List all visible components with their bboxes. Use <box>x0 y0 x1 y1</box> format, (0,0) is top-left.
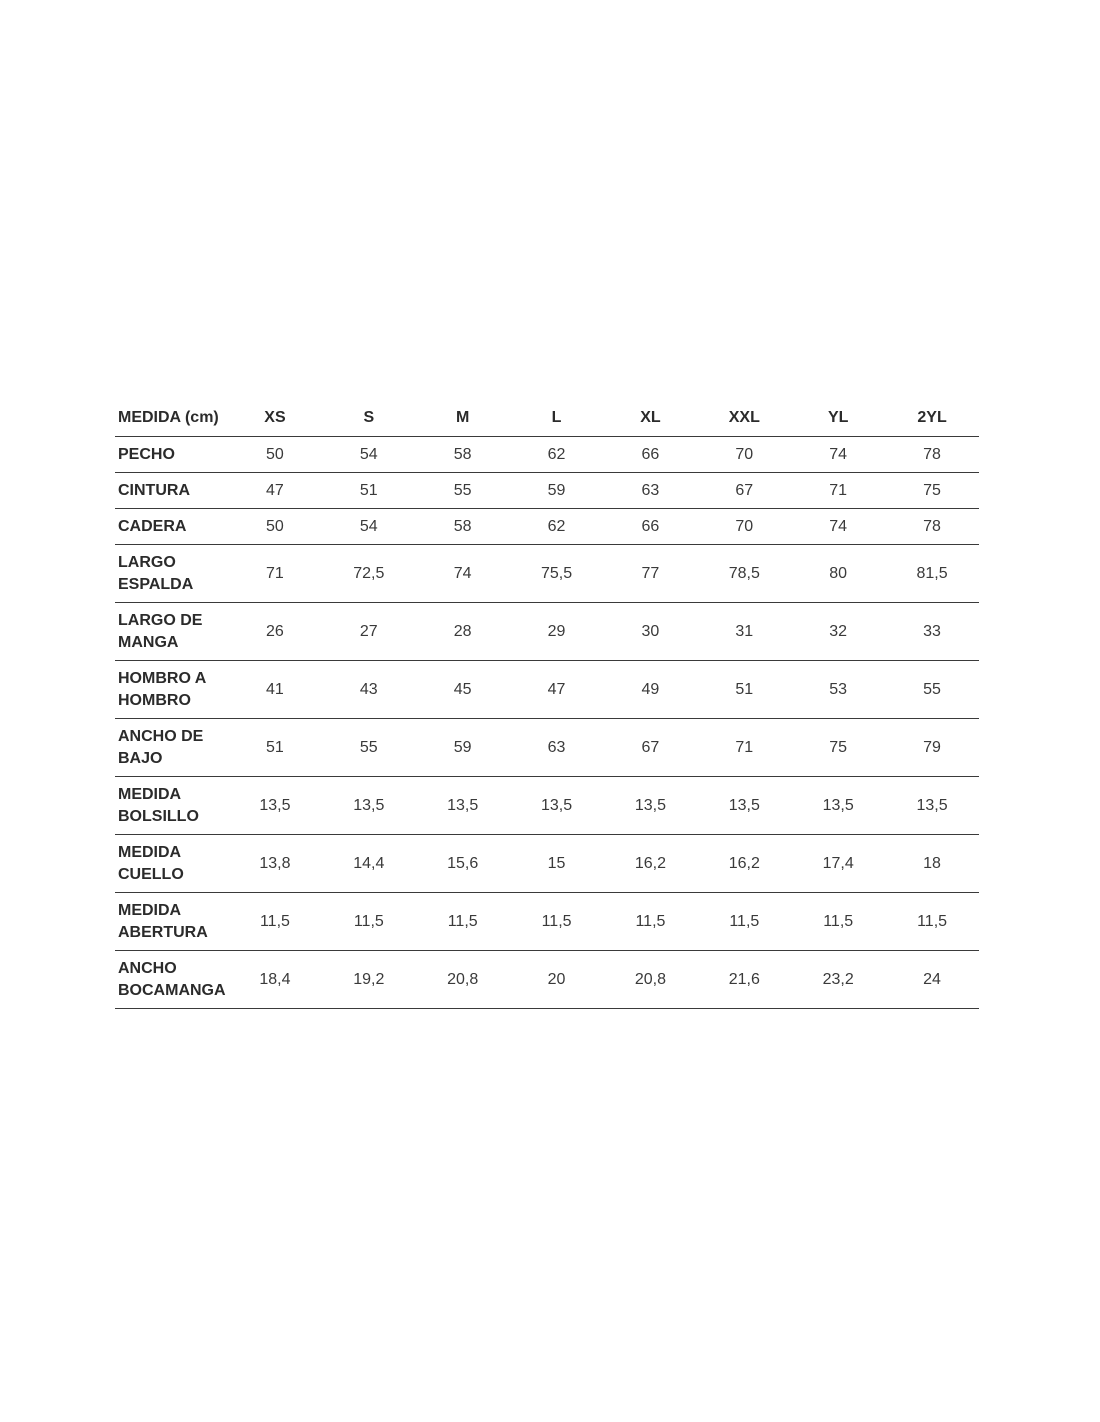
table-cell: 19,2 <box>353 970 385 988</box>
table-cell: 16,2 <box>634 854 666 872</box>
row-label: HOMBRO A HOMBRO <box>118 669 207 709</box>
table-cell: 49 <box>641 680 660 698</box>
row-label: MEDIDA ABERTURA <box>118 901 208 941</box>
table-row <box>115 661 979 719</box>
table-cell: 45 <box>453 680 472 698</box>
table-cell: 81,5 <box>916 564 948 582</box>
table-cell: 13,5 <box>822 796 854 814</box>
table-cell: 15,6 <box>447 854 479 872</box>
table-cell: 20 <box>547 970 566 988</box>
table-cell: 33 <box>923 622 941 640</box>
size-chart-table <box>115 400 979 1009</box>
table-cell: 24 <box>923 970 941 988</box>
table-cell: 74 <box>829 517 848 535</box>
table-cell: 32 <box>829 622 848 640</box>
table-cell: 51 <box>266 738 284 756</box>
size-header-yl: YL <box>791 400 885 437</box>
size-header-m: M <box>416 400 510 437</box>
table-cell: 11,5 <box>259 912 290 930</box>
table-cell: 50 <box>266 517 284 535</box>
table-cell: 13,8 <box>259 854 291 872</box>
table-cell: 78 <box>923 517 941 535</box>
table-cell: 47 <box>547 680 566 698</box>
table-cell: 62 <box>547 445 566 463</box>
table-cell: 13,5 <box>259 796 291 814</box>
row-label: MEDIDA CUELLO <box>118 843 184 883</box>
table-cell: 63 <box>641 481 660 499</box>
table-cell: 79 <box>923 738 941 756</box>
row-label: MEDIDA BOLSILLO <box>118 785 199 825</box>
table-cell: 59 <box>547 481 566 499</box>
table-cell: 75 <box>923 481 941 499</box>
table-cell: 59 <box>453 738 472 756</box>
row-label: ANCHO BOCAMANGA <box>118 959 226 999</box>
table-cell: 13,5 <box>728 796 760 814</box>
header-row <box>115 400 979 437</box>
size-header-xs: XS <box>228 400 322 437</box>
row-label: LARGO ESPALDA <box>118 553 194 593</box>
table-cell: 11,5 <box>541 912 572 930</box>
table-cell: 28 <box>453 622 472 640</box>
table-cell: 43 <box>359 680 378 698</box>
table-row <box>115 719 979 777</box>
table-cell: 55 <box>453 481 472 499</box>
table-cell: 20,8 <box>447 970 479 988</box>
table-cell: 51 <box>359 481 378 499</box>
size-chart-body <box>115 437 979 1009</box>
table-cell: 27 <box>359 622 378 640</box>
table-cell: 63 <box>547 738 566 756</box>
row-label: CADERA <box>118 517 187 535</box>
table-cell: 58 <box>453 517 472 535</box>
table-cell: 78,5 <box>728 564 760 582</box>
table-cell: 11,5 <box>635 912 666 930</box>
size-header-xl: XL <box>604 400 698 437</box>
table-cell: 18,4 <box>259 970 291 988</box>
table-row <box>115 951 979 1009</box>
table-cell: 62 <box>547 517 566 535</box>
table-cell: 11,5 <box>823 912 854 930</box>
table-cell: 77 <box>641 564 660 582</box>
table-cell: 20,8 <box>634 970 666 988</box>
table-cell: 78 <box>923 445 941 463</box>
table-cell: 72,5 <box>353 564 385 582</box>
size-chart-header <box>115 400 979 437</box>
table-cell: 80 <box>829 564 848 582</box>
table-cell: 14,4 <box>353 854 385 872</box>
table-cell: 66 <box>641 517 660 535</box>
table-cell: 29 <box>547 622 566 640</box>
row-label: ANCHO DE BAJO <box>118 727 204 767</box>
table-cell: 51 <box>735 680 754 698</box>
table-cell: 54 <box>359 517 378 535</box>
table-cell: 71 <box>266 564 284 582</box>
table-row <box>115 777 979 835</box>
table-cell: 11,5 <box>917 912 948 930</box>
table-cell: 13,5 <box>447 796 479 814</box>
table-cell: 31 <box>735 622 754 640</box>
table-cell: 71 <box>829 481 848 499</box>
table-row <box>115 603 979 661</box>
table-cell: 11,5 <box>353 912 384 930</box>
table-cell: 53 <box>829 680 848 698</box>
table-cell: 75 <box>829 738 848 756</box>
table-cell: 11,5 <box>447 912 478 930</box>
table-row <box>115 509 979 545</box>
table-cell: 23,2 <box>822 970 854 988</box>
size-header-s: S <box>322 400 416 437</box>
table-cell: 16,2 <box>728 854 760 872</box>
table-cell: 70 <box>735 445 754 463</box>
table-cell: 26 <box>266 622 284 640</box>
table-cell: 74 <box>453 564 472 582</box>
table-cell: 58 <box>453 445 472 463</box>
table-cell: 54 <box>359 445 378 463</box>
table-cell: 74 <box>829 445 848 463</box>
table-cell: 11,5 <box>729 912 760 930</box>
table-row <box>115 835 979 893</box>
table-cell: 13,5 <box>353 796 385 814</box>
table-cell: 66 <box>641 445 660 463</box>
table-row <box>115 473 979 509</box>
table-cell: 13,5 <box>634 796 666 814</box>
table-cell: 55 <box>359 738 378 756</box>
table-cell: 47 <box>266 481 284 499</box>
table-row <box>115 437 979 473</box>
table-cell: 67 <box>735 481 754 499</box>
table-cell: 41 <box>266 680 284 698</box>
size-header-l: L <box>510 400 604 437</box>
table-cell: 17,4 <box>822 854 854 872</box>
size-header-2yl: 2YL <box>885 400 979 437</box>
table-row <box>115 893 979 951</box>
table-cell: 18 <box>923 854 941 872</box>
table-cell: 30 <box>641 622 660 640</box>
table-cell: 71 <box>735 738 754 756</box>
size-header-xxl: XXL <box>697 400 791 437</box>
measure-column-header: MEDIDA (cm) <box>115 400 228 437</box>
table-cell: 15 <box>547 854 566 872</box>
row-label: LARGO DE MANGA <box>118 611 203 651</box>
table-cell: 21,6 <box>728 970 760 988</box>
table-cell: 67 <box>641 738 660 756</box>
table-cell: 55 <box>923 680 941 698</box>
table-row <box>115 545 979 603</box>
row-label: CINTURA <box>118 481 190 499</box>
table-cell: 50 <box>266 445 284 463</box>
table-cell: 13,5 <box>540 796 573 814</box>
table-cell: 13,5 <box>916 796 948 814</box>
table-cell: 70 <box>735 517 754 535</box>
row-label: PECHO <box>118 445 175 463</box>
table-cell: 75,5 <box>540 564 573 582</box>
